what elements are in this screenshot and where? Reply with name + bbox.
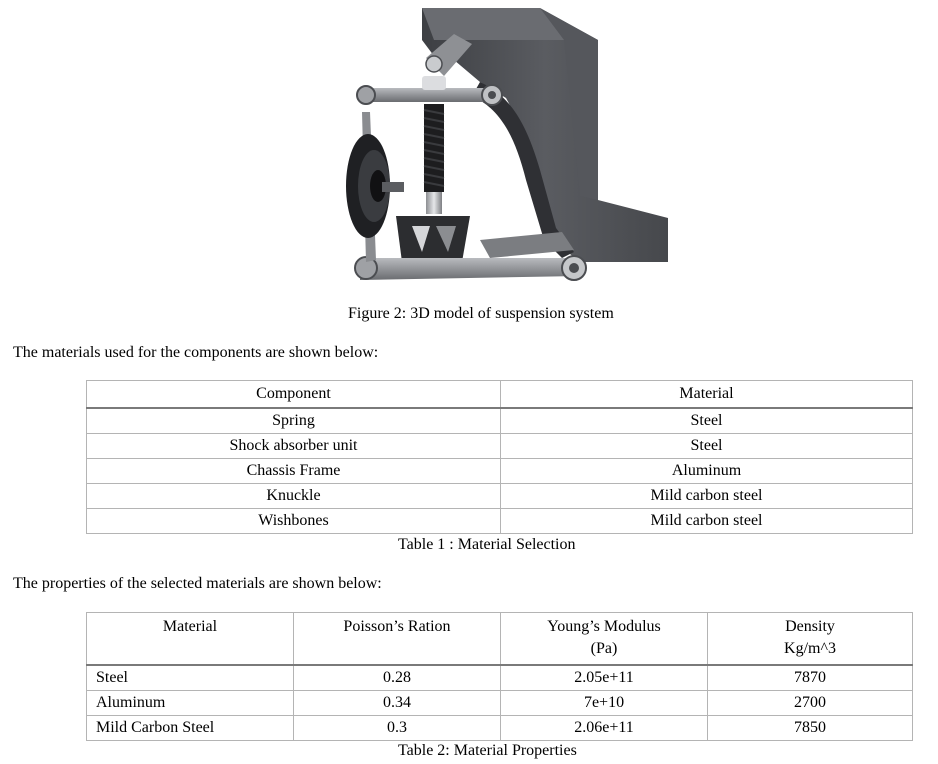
table-row	[87, 509, 913, 534]
table2-caption: Table 2: Material Properties	[398, 742, 577, 759]
table-row	[87, 665, 913, 691]
table-cell: 7870	[708, 665, 913, 691]
table-cell: Steel	[87, 665, 294, 691]
table-cell: 7850	[708, 716, 913, 741]
materials-intro-text: The materials used for the components are shown below:	[13, 344, 379, 361]
material-properties-table	[86, 612, 913, 741]
table-cell: Aluminum	[87, 691, 294, 716]
table-cell: Chassis Frame	[87, 459, 501, 484]
table-cell: Aluminum	[501, 459, 913, 484]
column-header-youngs-modulus: Young’s Modulus (Pa)	[501, 613, 708, 666]
table-cell: 2.06e+11	[501, 716, 708, 741]
column-header-poissons-ratio: Poisson’s Ration	[294, 613, 501, 666]
table-header-row	[87, 381, 913, 409]
table-cell: 0.28	[294, 665, 501, 691]
table-cell: 2700	[708, 691, 913, 716]
table-header-row	[87, 613, 913, 666]
table-cell: 0.34	[294, 691, 501, 716]
table-cell: 0.3	[294, 716, 501, 741]
column-header-component: Component	[87, 381, 501, 409]
lower-wishbone	[355, 232, 586, 280]
table-cell: Mild carbon steel	[501, 509, 913, 534]
properties-intro-text: The properties of the selected materials are shown below:	[13, 575, 382, 592]
knuckle-hub	[346, 112, 404, 262]
column-header-material: Material	[501, 381, 913, 409]
table-cell: Spring	[87, 408, 501, 434]
table-row	[87, 459, 913, 484]
suspension-3d-model-figure	[330, 0, 670, 300]
table-cell: Steel	[501, 434, 913, 459]
column-header-density: Density Kg/m^3	[708, 613, 913, 666]
table-row	[87, 691, 913, 716]
figure-caption: Figure 2: 3D model of suspension system	[348, 305, 614, 322]
table-cell: Mild Carbon Steel	[87, 716, 294, 741]
table-cell: 2.05e+11	[501, 665, 708, 691]
table-row	[87, 484, 913, 509]
table-row	[87, 434, 913, 459]
column-header-material: Material	[87, 613, 294, 666]
coil-spring	[424, 104, 444, 214]
table-row	[87, 716, 913, 741]
table-cell: 7e+10	[501, 691, 708, 716]
material-selection-table	[86, 380, 913, 534]
table-cell: Mild carbon steel	[501, 484, 913, 509]
table-cell: Shock absorber unit	[87, 434, 501, 459]
table-cell: Steel	[501, 408, 913, 434]
table1-caption: Table 1 : Material Selection	[398, 536, 576, 553]
lower-shock-mount	[396, 216, 470, 262]
table-row	[87, 408, 913, 434]
table-cell: Wishbones	[87, 509, 501, 534]
table-cell: Knuckle	[87, 484, 501, 509]
